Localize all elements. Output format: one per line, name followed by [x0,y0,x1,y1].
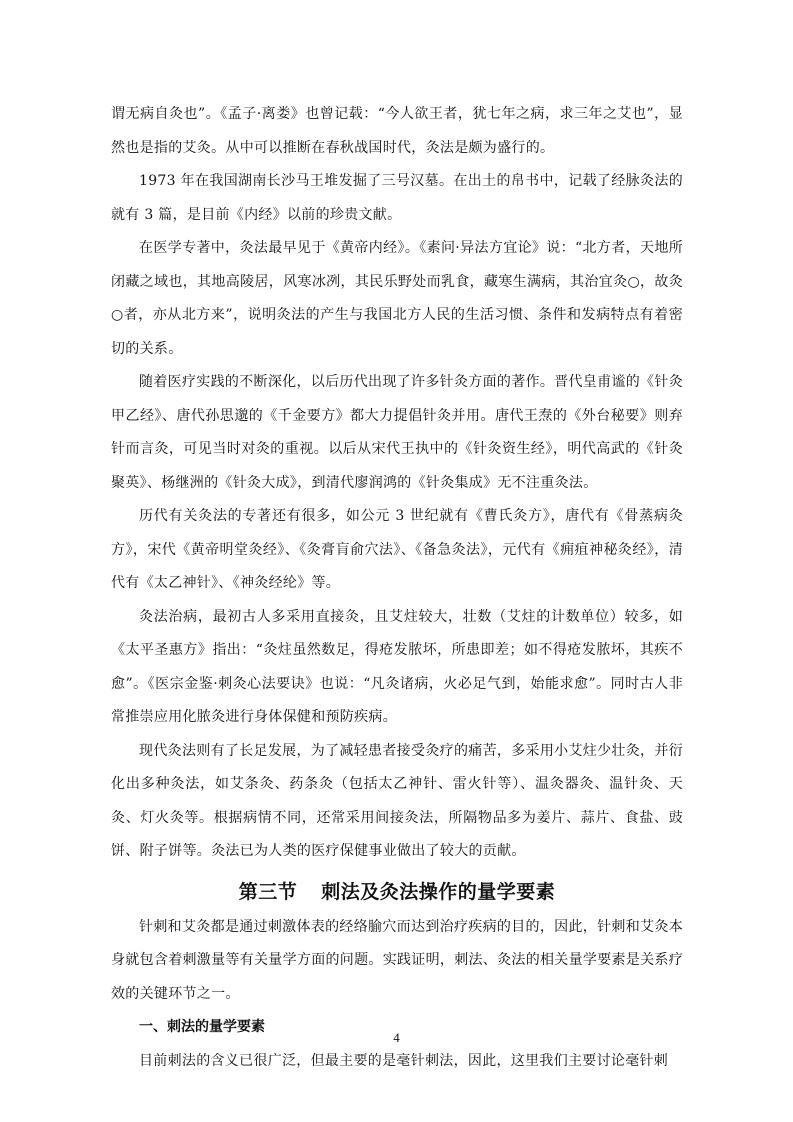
paragraph: 灸法治病，最初古人多采用直接灸，且艾炷较大，壮数（艾炷的计数单位）较多，如《太平圣惠方》指出：“灸炷虽然数足，得疮发脓坏，所患即差；如不得疮发脓坏，其疾不愈”。《医宗金鉴·刺灸心法要诀》也说：“凡灸诸病，火必足气到，始能求愈”。同时古人非常推崇应用化脓灸进行身体保健和预防疾病。 [111,608,683,725]
paragraph: 历代有关灸法的专著还有很多，如公元 3 世纪就有《曹氏灸方》，唐代有《骨蒸病灸方》，宋代《黄帝明堂灸经》、《灸膏肓俞穴法》、《备急灸法》，元代有《痈疽神秘灸经》，清代有《太乙神针》、《神灸经纶》等。 [111,508,683,591]
paragraph: 现代灸法则有了长足发展，为了减轻患者接受灸疗的痛苦，多采用小艾炷少壮灸，并衍化出多种灸法，如艾条灸、药条灸（包括太乙神针、雷火针等）、温灸器灸、温针灸、天灸、灯火灸等。根据病情不同，还常采用间接灸法，所隔物品多为姜片、蒜片、食盐、豉饼、附子饼等。灸法已为人类的医疗保健事业做出了较大的贡献。 [111,742,683,859]
section-intro-paragraph: 针刺和艾灸都是通过刺激体表的经络腧穴而达到治疗疾病的目的，因此，针刺和艾灸本身就包含着刺激量等有关量学方面的问题。实践证明，刺法、灸法的相关量学要素是关系疗效的关键环节之一。 [111,918,683,1002]
section-number: 第三节 [238,880,298,903]
paragraph: 1973 年在我国湖南长沙马王堆发掘了三号汉墓。在出土的帛书中，记载了经脉灸法的就有 3 篇，是目前《内经》以前的珍贵文献。 [111,173,683,223]
section-heading [111,875,683,909]
section-title: 刺法及灸法操作的量学要素 [321,880,556,903]
paragraph: 在医学专著中，灸法最早见于《黄帝内经》。《素问·异法方宜论》说：“北方者，天地所闭藏之域也，其地高陵居，风寒冰冽，其民乐野处而乳食，藏寒生满病，其治宜灸○，故灸○者，亦从北方来”，说明灸法的产生与我国北方人民的生活习惯、条件和发病特点有着密切的关系。 [111,240,683,357]
page-number: 4 [393,1030,400,1045]
paragraph: 目前刺法的含义已很广泛，但最主要的是毫针刺法，因此，这里我们主要讨论毫针刺 [139,1052,669,1069]
paragraph: 谓无病自灸也”。《孟子·离娄》也曾记载：“今人欲王者，犹七年之病，求三年之艾也”，显然也是指的艾灸。从中可以推断在春秋战国时代，灸法是颇为盛行的。 [111,106,683,156]
subheading: 一、刺法的量学要素 [139,1019,265,1035]
document-page [111,98,683,1078]
paragraph: 随着医疗实践的不断深化，以后历代出现了许多针灸方面的著作。晋代皇甫谧的《针灸甲乙经》、唐代孙思邈的《千金要方》都大力提倡针灸并用。唐代王焘的《外台秘要》则弃针而言灸，可见当时对灸的重视。以后从宋代王执中的《针灸资生经》，明代高武的《针灸聚英》、杨继洲的《针灸大成》，到清代廖润鸿的《针灸集成》无不注重灸法。 [111,374,683,491]
